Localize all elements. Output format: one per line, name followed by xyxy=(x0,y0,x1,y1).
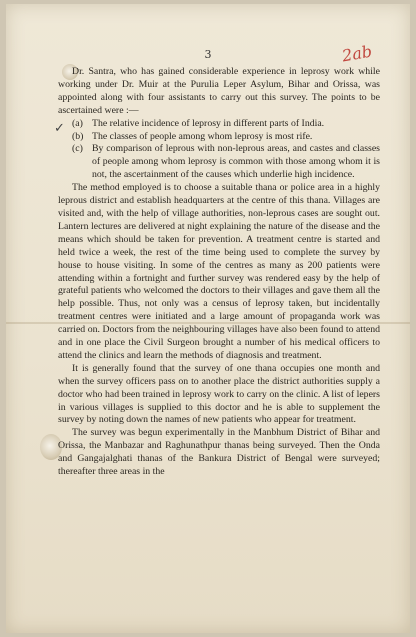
method-paragraph: The method employed is to choose a suitable thana or police area in a highly leprous district and establish headquarters at the centre of this thana. Villages are visited and, with the help of village authorities, non-leprous cases are sought out. Lantern lectures are delivered at night explaining the nature of the disease and the means which should be taken for prevention. A treatment centre is started and held twice a week, the rest of the time being used to complete the survey by house to house visiting. In some of the centres as many as 200 patients were attending within a fortnight and further survey was rendered easy by the help of grateful patients who welcomed the doctors to their villages and gave them all the help possible. Thus, not only was a census of leprosy taken, but incidentally treatment centres were initiated and a large amount of propaganda work was carried on. Doctors from the neighbouring villages have also been found to attend and in one place the Civil Surgeon brought a number of his medical officers to attend the clinics and learn the methods of diagnosis and treatment. xyxy=(58,182,380,361)
list-marker: (a) xyxy=(72,117,83,129)
list-marker: (c) xyxy=(72,143,83,155)
document-page xyxy=(6,4,410,633)
survey-duration-paragraph: It is generally found that the survey of one thana occupies one month and when the survey officers pass on to another place the district authorities supply a doctor who had been trained in leprosy work to carry on the clinic. A list of lepers in various villages is supplied to this doctor and he is able to supplement the survey by noting down the names of new patients who appear for treatment. xyxy=(58,362,380,426)
list-item-text: By comparison of leprous with non-leprous areas, and castes and classes of people among whom leprosy is common with those among whom it is not, the ascertainment of the causes which underlie high incidence. xyxy=(92,143,380,181)
points-list xyxy=(58,118,380,183)
list-item xyxy=(58,143,380,182)
list-item-text: The relative incidence of leprosy in different parts of India. xyxy=(92,117,325,129)
list-item xyxy=(58,131,380,144)
list-item-text: The classes of people among whom leprosy is most rife. xyxy=(92,130,313,142)
page-number: 3 xyxy=(204,48,212,61)
pencil-annotation: 2ab xyxy=(340,41,374,66)
pencil-tick-mark: ✓ xyxy=(54,121,65,136)
body-text xyxy=(58,66,380,479)
list-item xyxy=(58,118,380,131)
list-marker: (b) xyxy=(72,130,84,142)
survey-areas-paragraph: The survey was begun experimentally in the Manbhum District of Bihar and Orissa, the Manbazar and Raghunathpur thanas being surveyed. Then the Onda and Gangajalghati thanas of the Bankura District of Bengal were surveyed; thereafter three areas in the xyxy=(58,427,380,478)
intro-paragraph: Dr. Santra, who has gained considerable experience in leprosy work while working under Dr. Muir at the Purulia Leper Asylum, Bihar and Orissa, was appointed along with four assistants to carry out this survey. The points to be ascertained were :— xyxy=(58,66,380,116)
